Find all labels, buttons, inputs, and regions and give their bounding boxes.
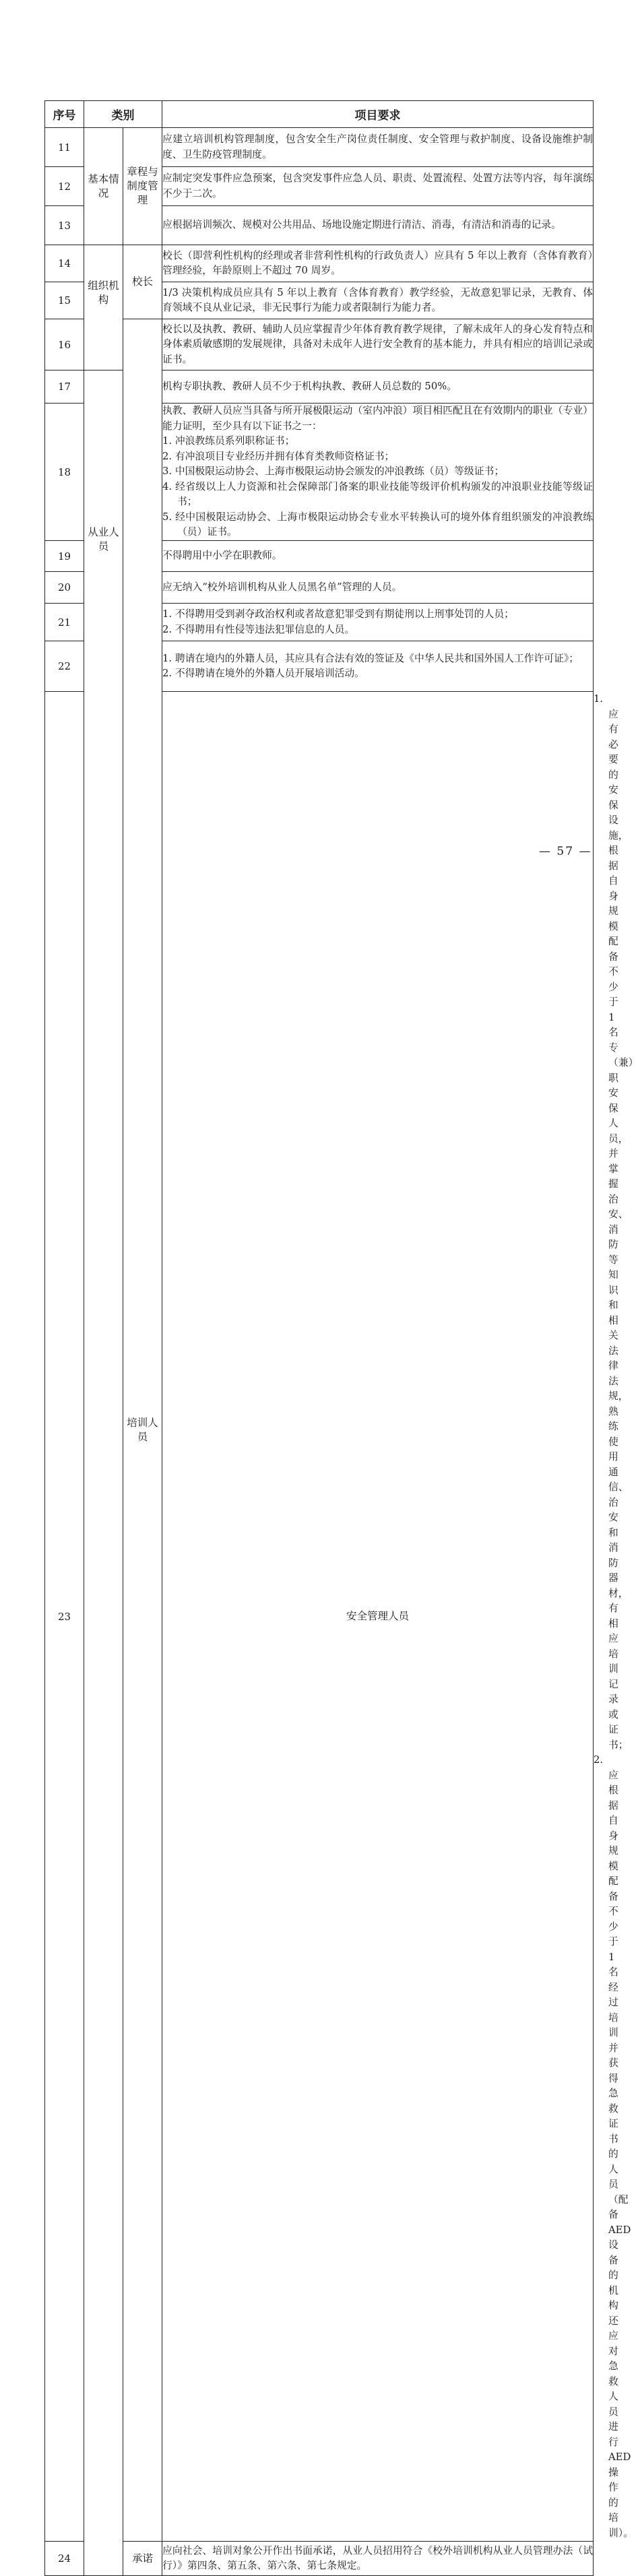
table-row: [45, 2542, 594, 2576]
list-item: 2. 不得聘用有性侵等违法犯罪信息的人员。: [162, 623, 355, 635]
row-number: 13: [45, 206, 84, 245]
list-item: 2. 有冲浪项目专业经历并拥有体育类教师资格证书；: [162, 450, 395, 462]
row-number: 17: [45, 371, 84, 404]
header-requirement: 项目要求: [162, 101, 594, 128]
requirement-text: 1/3 决策机构成员应具有 5 年以上教育（含体育教育）教学经验，无故意犯罪记录，无教育、体育领域不良从业记录，非无民事行为能力或者限制行为能力者。: [162, 282, 594, 319]
requirement-text: [162, 404, 594, 541]
row-number: 22: [45, 641, 84, 692]
table-row: [45, 319, 594, 371]
list-item: 1. 冲浪教练员系列职称证书；: [162, 435, 295, 447]
list-item: 2. 不得聘请在境外的外籍人员开展培训活动。: [162, 668, 364, 679]
requirement-text: [162, 604, 594, 641]
row-number: 12: [45, 167, 84, 206]
subcategory-trainers: 培训人员: [123, 319, 162, 2542]
list-item: 1. 聘请在境内的外籍人员，其应具有合法有效的签证及《中华人民共和国外国人工作许可证》；: [162, 652, 579, 664]
row-number: 24: [45, 2542, 84, 2576]
table-row: [45, 128, 594, 167]
row-number: 18: [45, 404, 84, 541]
requirement-text: 校长（即营利性机构的经理或者非营利性机构的行政负责人）应具有 5 年以上教育（含体育教育）管理经验，年龄原则上不超过 70 周岁。: [162, 245, 594, 282]
category-staff: 从业人员: [84, 371, 123, 2576]
list-item: 1. 不得聘用受到剥夺政治权利或者故意犯罪受到有期徒刑以上刑事处罚的人员；: [162, 608, 514, 620]
requirement-text: 应制定突发事件应急预案，包含突发事件应急人员、职责、处置流程、处置方法等内容，每年演练不少于二次。: [162, 167, 594, 206]
requirement-text: 不得聘用中小学在职教师。: [162, 541, 594, 572]
list-item: 2. 应根据自身规模配备不少于 1 名经过培训并获得急救证书的人员（配备 AED 设备的机构还应对急救人员进行 AED 操作的培训）。: [594, 1754, 633, 2539]
requirement-text: 校长以及执教、教研、辅助人员应掌握青少年体育教育教学规律，了解未成年人的身心发育特点和身体素质敏感期的发展规律，具备对未成年人进行安全教育的基本能力，并具有相应的培训记录或证书。: [162, 319, 594, 371]
list-item: 5. 经中国极限运动协会、上海市极限运动协会专业水平转换认可的境外体育组织颁发的冲浪教练（员）证书。: [162, 511, 593, 538]
header-category: 类别: [84, 101, 162, 128]
row-number: 20: [45, 572, 84, 604]
subcategory-principal: 校长: [123, 245, 162, 319]
subcategory-rules: 章程与制度管理: [123, 128, 162, 245]
requirement-text: 机构专职执教、教研人员不少于机构执教、教研人员总数的 50%。: [162, 371, 594, 404]
subcategory-security: 安全管理人员: [162, 692, 594, 2542]
row-number: 23: [45, 692, 84, 2542]
requirement-text: [162, 641, 594, 692]
row-number: 15: [45, 282, 84, 319]
header-no: 序号: [45, 101, 84, 128]
list-item: 4. 经省级以上人力资源和社会保障部门备案的职业技能等级评价机构颁发的冲浪职业技能等级证书；: [162, 480, 593, 508]
subcategory-commitment: 承诺: [123, 2542, 162, 2576]
row-number: 11: [45, 128, 84, 167]
row-number: 21: [45, 604, 84, 641]
category-org: 组织机构: [84, 245, 123, 371]
requirement-text: 应向社会、培训对象公开作出书面承诺，从业人员招用符合《校外培训机构从业人员管理办法（试行）》第四条、第五条、第六条、第七条规定。: [162, 2542, 594, 2576]
list-item: 3. 中国极限运动协会、上海市极限运动协会颁发的冲浪教练（员）等级证书；: [162, 465, 505, 478]
table-header-row: [45, 101, 594, 128]
row-number: 19: [45, 541, 84, 572]
table-row: [45, 245, 594, 282]
list-item: 1. 应有必要的安保设施，根据自身规模配备不少于 1 名专（兼）职安保人员，并掌握治安、消防等知识和相关法律法规，熟练使用通信、治安和消防器材，有相应培训记录或证书；: [594, 693, 638, 1751]
requirement-text: 应建立培训机构管理制度，包含安全生产岗位责任制度、安全管理与救护制度、设备设施维护制度、卫生防疫管理制度。: [162, 128, 594, 167]
requirement-text: 应根据培训频次、规模对公共用品、场地设施定期进行清洁、消毒，有清洁和消毒的记录。: [162, 206, 594, 245]
row-number: 14: [45, 245, 84, 282]
category-basic: 基本情况: [84, 128, 123, 245]
row-number: 16: [45, 319, 84, 371]
requirements-table: [44, 100, 638, 2576]
requirement-text: 应无纳入“校外培训机构从业人员黑名单”管理的人员。: [162, 572, 594, 604]
requirement-intro: 执教、教研人员应当具备与所开展极限运动（室内冲浪）项目相匹配且在有效期内的职业（专业）能力证明，至少具有以下证书之一：: [162, 405, 593, 432]
page-number: — 57 —: [539, 845, 592, 858]
